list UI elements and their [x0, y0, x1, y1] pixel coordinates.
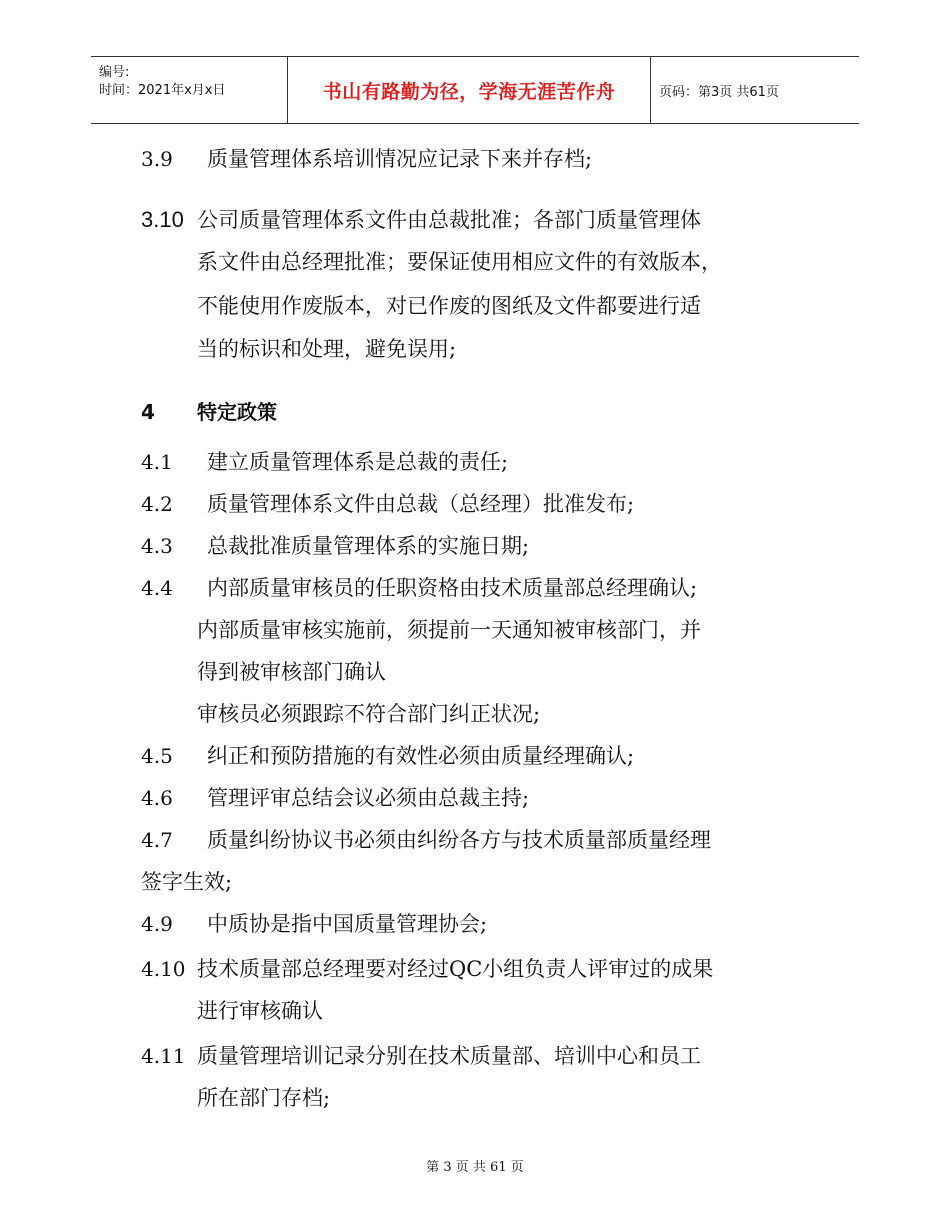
page-footer: 第 3 页 共 61 页 — [426, 1160, 524, 1175]
number-label: 编号: — [99, 65, 130, 80]
item-text: 中质协是指中国质量管理协会; — [207, 912, 488, 936]
header-motto-cell — [288, 57, 651, 123]
document-header — [91, 56, 859, 124]
page-info: 页码：第3页 共61页 — [659, 85, 779, 100]
item-text: 技术质量部总经理要对经过QC小组负责人评审过的成果 — [197, 957, 714, 981]
item-text: 总裁批准质量管理体系的实施日期; — [207, 534, 530, 558]
item-text: 进行审核确认 — [197, 999, 323, 1023]
item-text: 内部质量审核实施前，须提前一天通知被审核部门，并 — [197, 618, 701, 642]
item-number: 4.6 — [141, 786, 173, 810]
item-text: 质量管理体系文件由总裁（总经理）批准发布; — [207, 492, 635, 516]
section-number: 4 — [141, 400, 155, 424]
header-page-cell — [651, 57, 859, 123]
item-number: 4.9 — [141, 912, 173, 936]
item-text: 内部质量审核员的任职资格由技术质量部总经理确认; — [207, 576, 698, 600]
item-text: 不能使用作废版本，对已作废的图纸及文件都要进行适 — [197, 294, 701, 318]
time-label: 时间：2021年x月x日 — [99, 83, 226, 98]
item-number: 4.11 — [141, 1044, 186, 1068]
item-number: 3.10 — [141, 207, 184, 232]
item-number: 4.7 — [141, 828, 173, 852]
item-text: 质量管理培训记录分别在技术质量部、培训中心和员工 — [197, 1044, 701, 1068]
item-text: 当的标识和处理，避免误用; — [197, 337, 457, 361]
item-text: 质量纠纷协议书必须由纠纷各方与技术质量部质量经理 — [207, 828, 711, 852]
item-text: 得到被审核部门确认 — [197, 660, 386, 684]
item-number: 4.4 — [141, 576, 173, 600]
item-number: 4.5 — [141, 744, 173, 768]
item-number: 4.10 — [141, 957, 186, 981]
item-text: 系文件由总经理批准；要保证使用相应文件的有效版本， — [197, 250, 722, 274]
item-text: 管理评审总结会议必须由总裁主持; — [207, 786, 530, 810]
item-text: 建立质量管理体系是总裁的责任; — [207, 450, 509, 474]
item-number: 4.1 — [141, 450, 173, 474]
item-text: 所在部门存档; — [197, 1086, 331, 1110]
item-text: 签字生效; — [141, 870, 233, 894]
item-text: 审核员必须跟踪不符合部门纠正状况; — [197, 702, 541, 726]
item-number: 4.2 — [141, 492, 173, 516]
motto-text: 书山有路勤为径，学海无涯苦作舟 — [322, 81, 616, 103]
header-meta-cell — [91, 57, 288, 123]
item-text: 质量管理体系培训情况应记录下来并存档; — [207, 147, 593, 171]
item-number: 3.9 — [141, 147, 173, 171]
item-number: 4.3 — [141, 534, 173, 558]
item-text: 公司质量管理体系文件由总裁批准；各部门质量管理体 — [197, 208, 701, 232]
section-heading: 特定政策 — [197, 400, 277, 424]
item-text: 纠正和预防措施的有效性必须由质量经理确认; — [207, 744, 635, 768]
